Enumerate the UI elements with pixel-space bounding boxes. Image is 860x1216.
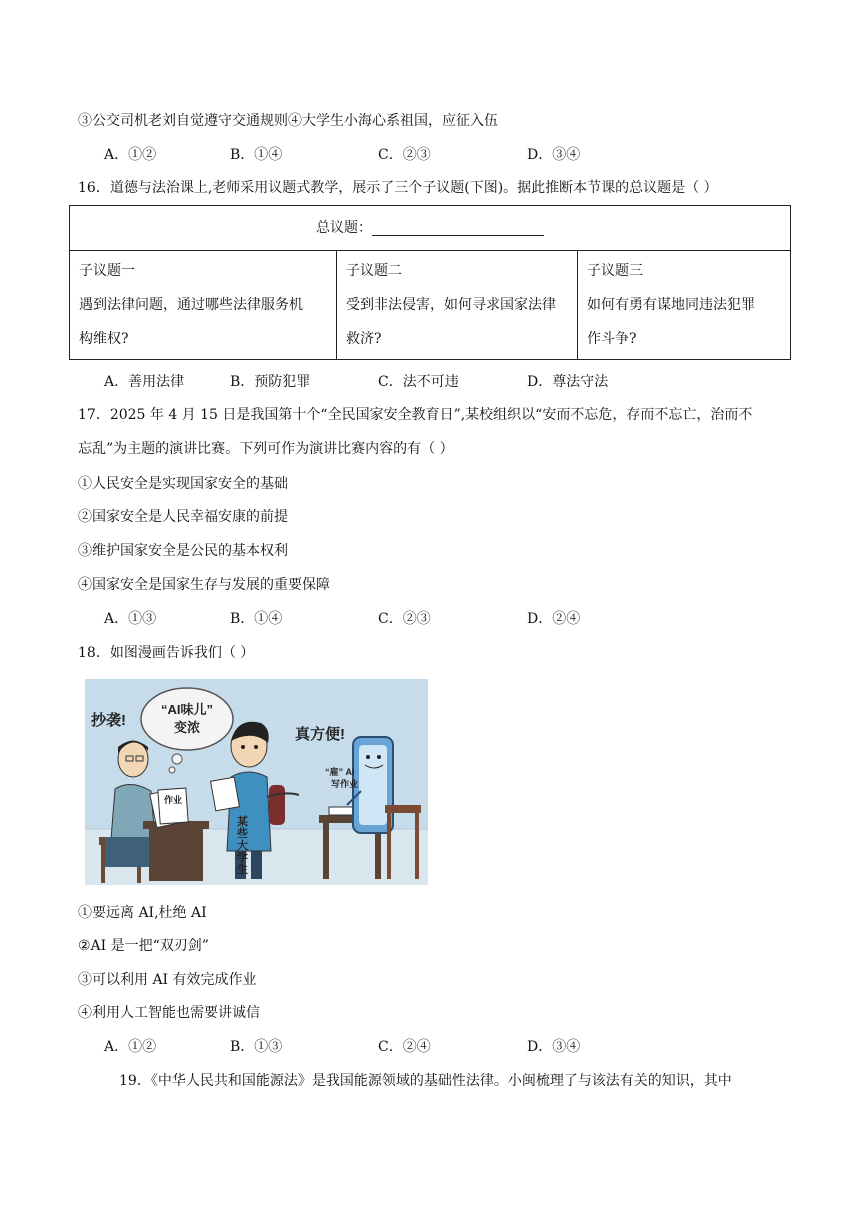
cartoon-student-label-char: 大 — [237, 840, 248, 852]
cartoon-shout-right: 真方便! — [295, 726, 345, 743]
q15-option-a[interactable]: A．①② — [104, 147, 157, 163]
q17-stem-line1: 17．2025 年 4 月 15 日是我国第十个“全民国家安全教育日”,某校组织以“安而不忘危，存而不忘亡，治而不 — [78, 407, 753, 423]
q16-sub-topic-1-line2: 构维权? — [79, 331, 129, 347]
q16-topic-table — [69, 205, 791, 360]
q19-stem: 19．《中华人民共和国能源法》是我国能源领域的基础性法律。小闽梳理了与该法有关的知识，其中 — [119, 1073, 732, 1089]
q16-sub-topic-3-line2: 作斗争? — [587, 331, 637, 347]
q17-option-b[interactable]: B．①④ — [230, 611, 283, 627]
cartoon-student-label — [236, 814, 248, 876]
cartoon-student-label-char: 某 — [237, 816, 248, 828]
q17-option-a[interactable]: A．①③ — [104, 611, 157, 627]
q17-option-c[interactable]: C．②③ — [378, 611, 431, 627]
cartoon-robot-label-line2: 写作业 — [331, 779, 359, 789]
q16-option-a[interactable]: A．善用法律 — [104, 374, 185, 390]
q18-option-d[interactable]: D．③④ — [527, 1039, 581, 1055]
q17-item-1: ①人民安全是实现国家安全的基础 — [78, 476, 288, 492]
q17-item-4: ④国家安全是国家生存与发展的重要保障 — [78, 577, 330, 593]
cartoon-bubble-line2: 变浓 — [173, 720, 201, 735]
ai-homework-cartoon — [85, 679, 428, 885]
q17-stem-line2: 忘乱”为主题的演讲比赛。下列可作为演讲比赛内容的有（ ） — [78, 441, 454, 457]
q15-option-c[interactable]: C．②③ — [378, 147, 431, 163]
q16-sub-topic-1 — [70, 251, 337, 360]
q18-option-b[interactable]: B．①③ — [230, 1039, 283, 1055]
q18-item-4: ④利用人工智能也需要讲诚信 — [78, 1005, 260, 1021]
q16-sub-topic-2-title: 子议题二 — [346, 263, 402, 279]
q15-statement-line: ③公交司机老刘自觉遵守交通规则④大学生小海心系祖国，应征入伍 — [78, 113, 498, 129]
homework-papers — [150, 788, 188, 827]
q17-option-d[interactable]: D．②④ — [527, 611, 581, 627]
q18-item-3: ③可以利用 AI 有效完成作业 — [78, 972, 257, 988]
q18-item-1: ①要远离 AI,杜绝 AI — [78, 905, 207, 921]
q18-item-2: ②AI 是一把“双刃剑” — [78, 938, 209, 954]
q16-sub-topic-1-title: 子议题一 — [79, 263, 135, 279]
q18-stem: 18．如图漫画告诉我们（ ） — [78, 645, 255, 661]
q16-stem: 16．道德与法治课上,老师采用议题式教学，展示了三个子议题(下图)。据此推断本节课的总议题是（ ） — [78, 180, 718, 196]
q16-main-topic-cell — [70, 206, 791, 251]
q15-option-d[interactable]: D．③④ — [527, 147, 581, 163]
q17-item-3: ③维护国家安全是公民的基本权利 — [78, 543, 288, 559]
q16-sub-topic-3 — [578, 251, 791, 360]
cartoon-bubble-line1: “AI味儿” — [160, 702, 214, 717]
cartoon-robot-label-line1: “雇” AI — [325, 767, 355, 777]
q15-option-b[interactable]: B．①④ — [230, 147, 283, 163]
q16-sub-topic-1-line1: 遇到法律问题，通过哪些法律服务机 — [79, 297, 303, 313]
q16-option-d[interactable]: D．尊法守法 — [527, 374, 609, 390]
cartoon-student-label-char: 学 — [237, 852, 248, 864]
cartoon-paper-label: 作业 — [163, 795, 183, 805]
q17-item-2: ②国家安全是人民幸福安康的前提 — [78, 509, 288, 525]
q18-option-a[interactable]: A．①② — [104, 1039, 157, 1055]
q16-sub-topic-2-line2: 救济? — [346, 331, 382, 347]
cartoon-student-label-char: 些 — [237, 828, 248, 840]
q16-sub-topic-3-line1: 如何有勇有谋地同违法犯罪 — [587, 297, 755, 313]
q16-sub-topic-3-title: 子议题三 — [587, 263, 643, 279]
q16-main-topic-blank — [372, 221, 544, 236]
q16-sub-topic-2-line1: 受到非法侵害，如何寻求国家法律 — [346, 297, 556, 313]
cartoon-shout-left: 抄袭! — [91, 712, 126, 729]
q16-option-c[interactable]: C．法不可违 — [378, 374, 459, 390]
q16-option-b[interactable]: B．预防犯罪 — [230, 374, 311, 390]
q16-main-topic-label: 总议题： — [316, 220, 372, 236]
cartoon-student-label-char: 生 — [237, 864, 248, 876]
q16-sub-topic-2 — [337, 251, 578, 360]
q18-option-c[interactable]: C．②④ — [378, 1039, 431, 1055]
